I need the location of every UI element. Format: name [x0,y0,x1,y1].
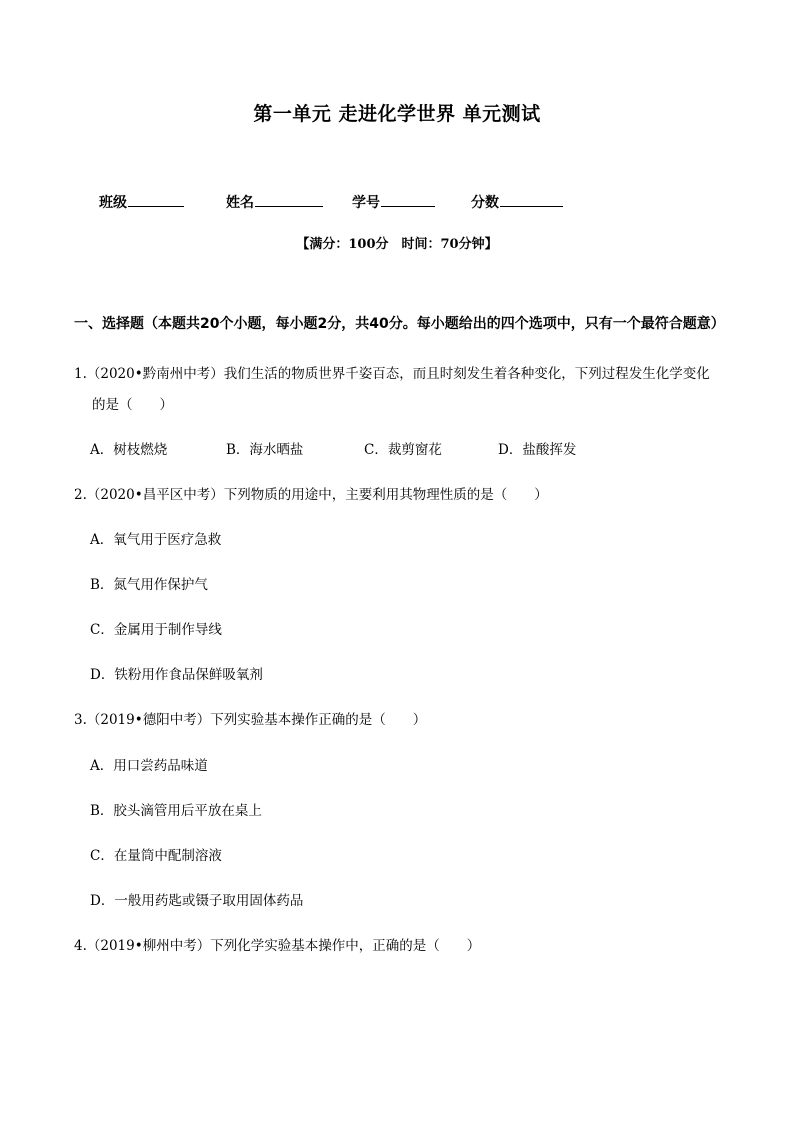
score-blank [500,192,563,207]
question-2-option-a: A．氧气用于医疗急救 [90,532,222,548]
question-1-option-a: A．树枝燃烧 [90,442,168,458]
class-blank [128,192,184,207]
name-blank [255,192,323,207]
score-label: 分数 [471,195,499,211]
question-4-stem: 4.（2019•柳州中考）下列化学实验基本操作中，正确的是（ ） [74,938,481,954]
name-field [226,192,323,212]
section-heading: 一、选择题（本题共20个小题，每小题2分，共40分。每小题给出的四个选项中，只有一个最符合题意） [74,316,725,332]
score-field [471,192,563,212]
name-label: 姓名 [226,195,254,211]
student-number-field [352,192,435,212]
question-2-option-d: D．铁粉用作食品保鲜吸氧剂 [90,667,263,683]
question-1-option-b: B．海水晒盐 [226,442,304,458]
question-3-stem: 3.（2019•德阳中考）下列实验基本操作正确的是（ ） [74,712,427,728]
question-2-option-b: B．氮气用作保护气 [90,577,208,593]
question-1-option-c: C．裁剪窗花 [364,442,442,458]
student-number-blank [381,192,435,207]
question-2-stem: 2.（2020•昌平区中考）下列物质的用途中，主要利用其物理性质的是（ ） [74,487,548,503]
class-field [99,192,184,212]
question-3-option-a: A．用口尝药品味道 [90,758,208,774]
question-2-option-c: C．金属用于制作导线 [90,622,222,638]
question-1-options [0,438,794,458]
page-title: 第一单元 走进化学世界 单元测试 [253,103,541,125]
question-3-option-b: B．胶头滴管用后平放在桌上 [90,803,262,819]
question-3-option-d: D．一般用药匙或镊子取用固体药品 [90,893,304,909]
question-1-stem-continued: 的是（ ） [92,397,173,413]
student-info-row [0,192,794,212]
student-number-label: 学号 [352,195,380,211]
exam-info: 【满分：100分 时间：70分钟】 [296,237,498,252]
class-label: 班级 [99,195,127,211]
question-3-option-c: C．在量筒中配制溶液 [90,848,222,864]
question-1-option-d: D．盐酸挥发 [498,442,577,458]
question-1-stem: 1.（2020•黔南州中考）我们生活的物质世界千姿百态，而且时刻发生着各种变化，下列过程发生化学变化 [74,366,710,382]
